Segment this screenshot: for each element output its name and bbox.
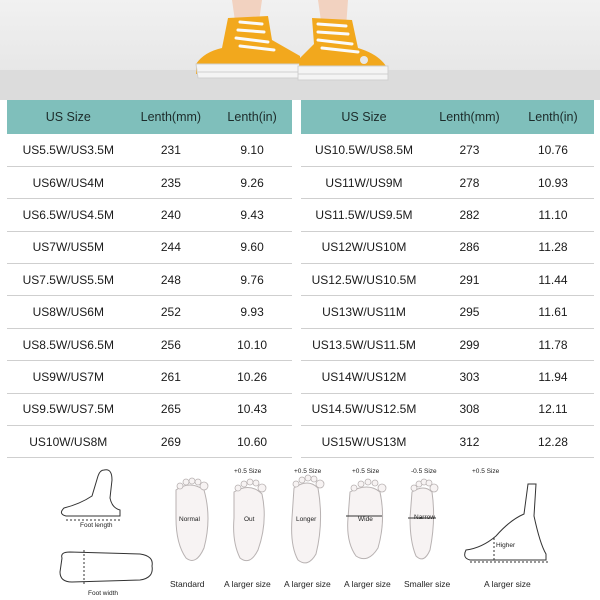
cell-length-in: 11.10 bbox=[512, 199, 594, 231]
cell-length-in: 11.44 bbox=[512, 264, 594, 296]
cell-length-mm: 282 bbox=[427, 199, 512, 231]
foot-top-icon bbox=[60, 552, 152, 582]
cell-length-mm: 235 bbox=[130, 166, 213, 198]
cell-length-mm: 256 bbox=[130, 328, 213, 360]
cell-length-in: 9.93 bbox=[212, 296, 292, 328]
cell-length-mm: 252 bbox=[130, 296, 213, 328]
sneaker-photo bbox=[0, 0, 600, 100]
table-row bbox=[301, 199, 594, 231]
table-row bbox=[7, 199, 292, 231]
cell-length-mm: 231 bbox=[130, 134, 213, 166]
table-header-row bbox=[301, 100, 594, 134]
cell-length-in: 11.94 bbox=[512, 361, 594, 393]
cell-us-size: US9.5W/US7.5M bbox=[7, 393, 130, 425]
cell-length-in: 12.28 bbox=[512, 426, 594, 458]
cell-length-in: 10.60 bbox=[212, 426, 292, 458]
foot-guide bbox=[0, 458, 600, 600]
verdict-out: A larger size bbox=[224, 579, 271, 589]
cell-us-size: US12.5W/US10.5M bbox=[301, 264, 427, 296]
type-label-narrow: Narrow bbox=[414, 514, 435, 521]
foot-width-label: Foot width bbox=[88, 590, 118, 597]
size-table-left bbox=[7, 100, 292, 458]
adjust-label-wide: +0.5 Size bbox=[352, 468, 380, 475]
cell-length-in: 9.60 bbox=[212, 231, 292, 263]
cell-length-mm: 244 bbox=[130, 231, 213, 263]
cell-us-size: US8W/US6M bbox=[7, 296, 130, 328]
verdict-wide: A larger size bbox=[344, 579, 391, 589]
footprint-icon bbox=[410, 488, 434, 559]
cell-us-size: US9W/US7M bbox=[7, 361, 130, 393]
hero-photo bbox=[0, 0, 600, 100]
cell-length-in: 11.28 bbox=[512, 231, 594, 263]
cell-length-mm: 303 bbox=[427, 361, 512, 393]
cell-us-size: US14.5W/US12.5M bbox=[301, 393, 427, 425]
cell-length-mm: 240 bbox=[130, 199, 213, 231]
cell-length-in: 9.26 bbox=[212, 166, 292, 198]
verdict-longer: A larger size bbox=[284, 579, 331, 589]
cell-length-mm: 291 bbox=[427, 264, 512, 296]
adjust-label-higher: +0.5 Size bbox=[472, 468, 500, 475]
header-length-mm: Lenth(mm) bbox=[130, 100, 213, 134]
cell-length-mm: 312 bbox=[427, 426, 512, 458]
cell-length-in: 10.76 bbox=[512, 134, 594, 166]
cell-us-size: US10.5W/US8.5M bbox=[301, 134, 427, 166]
header-length-mm: Lenth(mm) bbox=[427, 100, 512, 134]
cell-length-mm: 265 bbox=[130, 393, 213, 425]
table-row bbox=[301, 361, 594, 393]
table-row bbox=[301, 264, 594, 296]
cell-length-in: 9.43 bbox=[212, 199, 292, 231]
cell-length-in: 11.78 bbox=[512, 328, 594, 360]
cell-length-mm: 273 bbox=[427, 134, 512, 166]
verdict-narrow: Smaller size bbox=[404, 579, 451, 589]
type-label-wide: Wide bbox=[358, 516, 373, 523]
cell-length-in: 9.76 bbox=[212, 264, 292, 296]
adjust-label-out: +0.5 Size bbox=[234, 468, 262, 475]
cell-length-mm: 269 bbox=[130, 426, 213, 458]
cell-us-size: US5.5W/US3.5M bbox=[7, 134, 130, 166]
table-row bbox=[7, 296, 292, 328]
type-label-out: Out bbox=[244, 516, 255, 523]
cell-us-size: US10W/US8M bbox=[7, 426, 130, 458]
cell-us-size: US6W/US4M bbox=[7, 166, 130, 198]
cell-length-in: 9.10 bbox=[212, 134, 292, 166]
table-row bbox=[301, 296, 594, 328]
table-row bbox=[7, 426, 292, 458]
cell-us-size: US14W/US12M bbox=[301, 361, 427, 393]
table-row bbox=[7, 328, 292, 360]
table-row bbox=[301, 166, 594, 198]
table-row bbox=[7, 134, 292, 166]
cell-length-in: 10.93 bbox=[512, 166, 594, 198]
cell-length-in: 10.26 bbox=[212, 361, 292, 393]
size-table-right bbox=[301, 100, 594, 458]
cell-us-size: US15W/US13M bbox=[301, 426, 427, 458]
type-label-higher: Higher bbox=[496, 542, 516, 549]
table-row bbox=[7, 231, 292, 263]
header-us-size: US Size bbox=[7, 100, 130, 134]
adjust-label-narrow: -0.5 Size bbox=[411, 468, 437, 475]
cell-length-in: 10.43 bbox=[212, 393, 292, 425]
foot-side-icon bbox=[61, 470, 120, 516]
cell-us-size: US8.5W/US6.5M bbox=[7, 328, 130, 360]
cell-us-size: US12W/US10M bbox=[301, 231, 427, 263]
cell-us-size: US13.5W/US11.5M bbox=[301, 328, 427, 360]
table-row bbox=[7, 393, 292, 425]
table-row bbox=[301, 134, 594, 166]
header-length-in: Lenth(in) bbox=[512, 100, 594, 134]
table-row bbox=[301, 393, 594, 425]
verdict-higher: A larger size bbox=[484, 579, 531, 589]
table-row bbox=[7, 264, 292, 296]
cell-us-size: US7.5W/US5.5M bbox=[7, 264, 130, 296]
table-row bbox=[301, 231, 594, 263]
cell-length-in: 10.10 bbox=[212, 328, 292, 360]
adjust-label-longer: +0.5 Size bbox=[294, 468, 322, 475]
cell-length-in: 11.61 bbox=[512, 296, 594, 328]
cell-us-size: US13W/US11M bbox=[301, 296, 427, 328]
cell-length-mm: 308 bbox=[427, 393, 512, 425]
cell-us-size: US6.5W/US4.5M bbox=[7, 199, 130, 231]
type-label-normal: Normal bbox=[179, 516, 200, 523]
cell-length-mm: 286 bbox=[427, 231, 512, 263]
table-row bbox=[7, 361, 292, 393]
cell-length-mm: 261 bbox=[130, 361, 213, 393]
verdict-normal: Standard bbox=[170, 579, 205, 589]
cell-length-in: 12.11 bbox=[512, 393, 594, 425]
foot-length-label: Foot length bbox=[80, 522, 113, 529]
cell-length-mm: 295 bbox=[427, 296, 512, 328]
header-us-size: US Size bbox=[301, 100, 427, 134]
cell-us-size: US11.5W/US9.5M bbox=[301, 199, 427, 231]
table-row bbox=[301, 328, 594, 360]
footprint-icon bbox=[234, 487, 265, 560]
table-header-row bbox=[7, 100, 292, 134]
table-row bbox=[7, 166, 292, 198]
cell-length-mm: 278 bbox=[427, 166, 512, 198]
cell-us-size: US11W/US9M bbox=[301, 166, 427, 198]
cell-length-mm: 299 bbox=[427, 328, 512, 360]
type-label-longer: Longer bbox=[296, 516, 317, 523]
cell-us-size: US7W/US5M bbox=[7, 231, 130, 263]
header-length-in: Lenth(in) bbox=[212, 100, 292, 134]
table-row bbox=[301, 426, 594, 458]
cell-length-mm: 248 bbox=[130, 264, 213, 296]
